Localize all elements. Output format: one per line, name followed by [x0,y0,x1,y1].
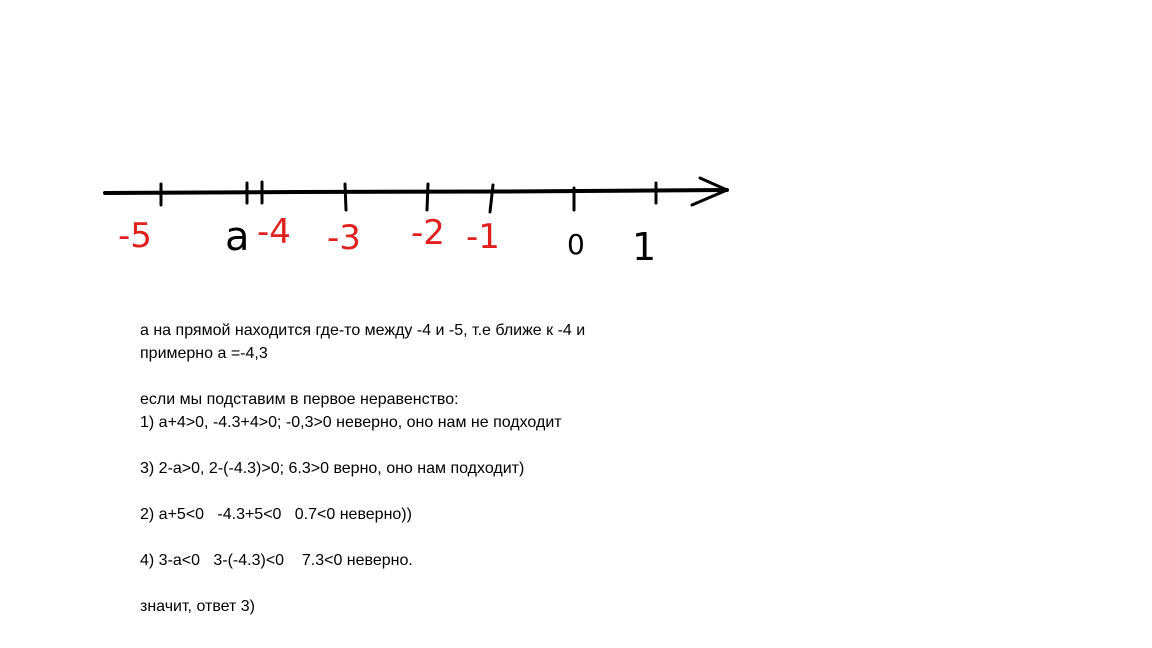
inequality-1-check: 1) а+4>0, -4.3+4>0; -0,3>0 неверно, оно нам не подходит [140,414,562,431]
label-minus5: -5 [118,216,152,256]
label-minus1: -1 [466,217,500,257]
inequality-3-check: 3) 2-а>0, 2-(-4.3)>0; 6.3>0 верно, оно нам подходит) [140,460,525,477]
blank-line [140,526,840,549]
label-minus3: -3 [327,218,361,258]
label-a: a [225,214,250,260]
label-minus4: -4 [257,212,291,252]
blank-line [140,572,840,595]
inequality-4-check: 4) 3-а<0 3-(-4.3)<0 7.3<0 неверно. [140,552,413,569]
solution-line: если мы подставим в первое неравенство: [140,391,459,408]
label-zero: 0 [567,228,585,261]
blank-line [140,480,840,503]
tick-minus3 [345,184,346,210]
blank-line [140,365,840,388]
label-one: 1 [632,225,657,269]
blank-line [140,434,840,457]
tick-minus2 [427,184,428,210]
label-minus2: -2 [411,213,445,253]
number-line-axis [105,190,727,193]
number-line-drawing [0,0,1152,300]
inequality-2-check: 2) а+5<0 -4.3+5<0 0.7<0 неверно)) [140,506,412,523]
answer-line: значит, ответ 3) [140,598,255,615]
solution-line: примерно а =-4,3 [140,345,268,362]
solution-text [140,319,840,618]
tick-minus1 [490,185,493,212]
solution-line: а на прямой находится где-то между -4 и -5, т.е ближе к -4 и [140,322,586,339]
